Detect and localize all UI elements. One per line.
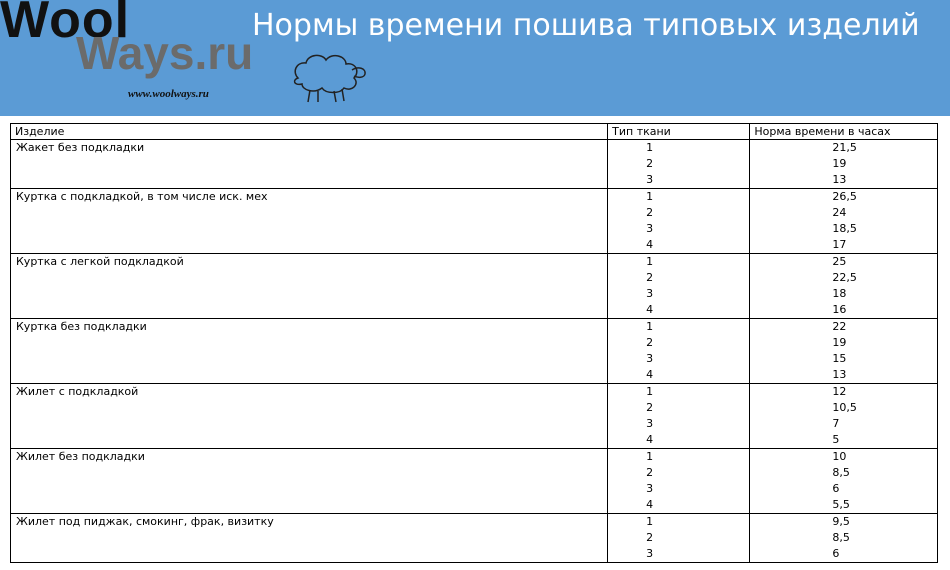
time-norm-value: 25 [832,255,847,268]
time-norm-value: 22 [832,320,847,333]
norms-table [10,123,938,563]
fabric-type-value: 2 [646,401,654,414]
page-header [0,0,950,116]
fabric-type-value: 2 [646,336,654,349]
table-row [11,449,938,514]
fabric-type-value: 1 [646,320,654,333]
time-norm-value: 15 [832,352,847,365]
fabric-type-value: 4 [646,368,654,381]
fabric-cell [608,514,750,563]
fabric-type-value: 1 [646,141,654,154]
fabric-type-value: 3 [646,417,654,430]
item-name-cell: Куртка с легкой подкладкой [11,254,608,319]
time-norm-value: 12 [832,385,847,398]
fabric-cell [608,319,750,384]
fabric-type-value: 2 [646,271,654,284]
table-row [11,384,938,449]
time-norm-value: 8,5 [832,531,850,544]
item-name-cell: Жилет без подкладки [11,449,608,514]
norm-cell [750,254,938,319]
time-norm-value: 17 [832,238,847,251]
time-norm-value: 21,5 [832,141,857,154]
fabric-type-value: 4 [646,498,654,511]
fabric-type-value: 1 [646,450,654,463]
fabric-type-value: 3 [646,173,654,186]
time-norm-value: 8,5 [832,466,850,479]
fabric-type-value: 2 [646,206,654,219]
time-norm-value: 7 [832,417,840,430]
table-row [11,514,938,563]
time-norm-value: 18,5 [832,222,857,235]
fabric-cell [608,140,750,189]
norms-table-body [11,140,938,563]
item-name-cell: Жилет под пиджак, смокинг, фрак, визитку [11,514,608,563]
item-name-cell: Жилет с подкладкой [11,384,608,449]
fabric-type-value: 3 [646,222,654,235]
time-norm-value: 19 [832,336,847,349]
table-row [11,189,938,254]
fabric-cell [608,384,750,449]
time-norm-value: 6 [832,547,840,560]
time-norm-value: 18 [832,287,847,300]
fabric-type-value: 4 [646,238,654,251]
fabric-cell [608,254,750,319]
time-norm-value: 19 [832,157,847,170]
fabric-type-value: 3 [646,547,654,560]
time-norm-value: 13 [832,173,847,186]
item-name-cell: Куртка с подкладкой, в том числе иск. мех [11,189,608,254]
norm-cell [750,189,938,254]
fabric-type-value: 4 [646,303,654,316]
table-row [11,140,938,189]
logo-url-text: www.woolways.ru [128,88,209,100]
time-norm-value: 22,5 [832,271,857,284]
item-name-cell: Куртка без подкладки [11,319,608,384]
fabric-type-value: 1 [646,255,654,268]
sheep-logo-icon [286,48,368,104]
fabric-type-value: 4 [646,433,654,446]
norm-cell [750,319,938,384]
time-norm-value: 24 [832,206,847,219]
fabric-type-value: 1 [646,515,654,528]
norm-cell [750,514,938,563]
column-header-fabric: Тип ткани [608,124,750,140]
fabric-cell [608,449,750,514]
fabric-type-value: 3 [646,482,654,495]
table-row [11,319,938,384]
table-row [11,254,938,319]
norm-cell [750,140,938,189]
time-norm-value: 5 [832,433,840,446]
fabric-cell [608,189,750,254]
time-norm-value: 16 [832,303,847,316]
column-header-item: Изделие [11,124,608,140]
column-header-norm: Норма времени в часах [750,124,938,140]
norm-cell [750,449,938,514]
norm-cell [750,384,938,449]
fabric-type-value: 1 [646,190,654,203]
fabric-type-value: 1 [646,385,654,398]
fabric-type-value: 2 [646,157,654,170]
logo-ways-text: Ways.ru [76,27,254,79]
norms-sheet [0,116,950,570]
table-header-row [11,124,938,140]
fabric-type-value: 3 [646,352,654,365]
page-title: Нормы времени пошива типовых изделий [252,8,920,43]
time-norm-value: 10 [832,450,847,463]
time-norm-value: 13 [832,368,847,381]
time-norm-value: 9,5 [832,515,850,528]
time-norm-value: 26,5 [832,190,857,203]
fabric-type-value: 2 [646,466,654,479]
fabric-type-value: 2 [646,531,654,544]
item-name-cell: Жакет без подкладки [11,140,608,189]
time-norm-value: 10,5 [832,401,857,414]
logo-wool-text: Wool [0,0,131,49]
time-norm-value: 5,5 [832,498,850,511]
time-norm-value: 6 [832,482,840,495]
fabric-type-value: 3 [646,287,654,300]
